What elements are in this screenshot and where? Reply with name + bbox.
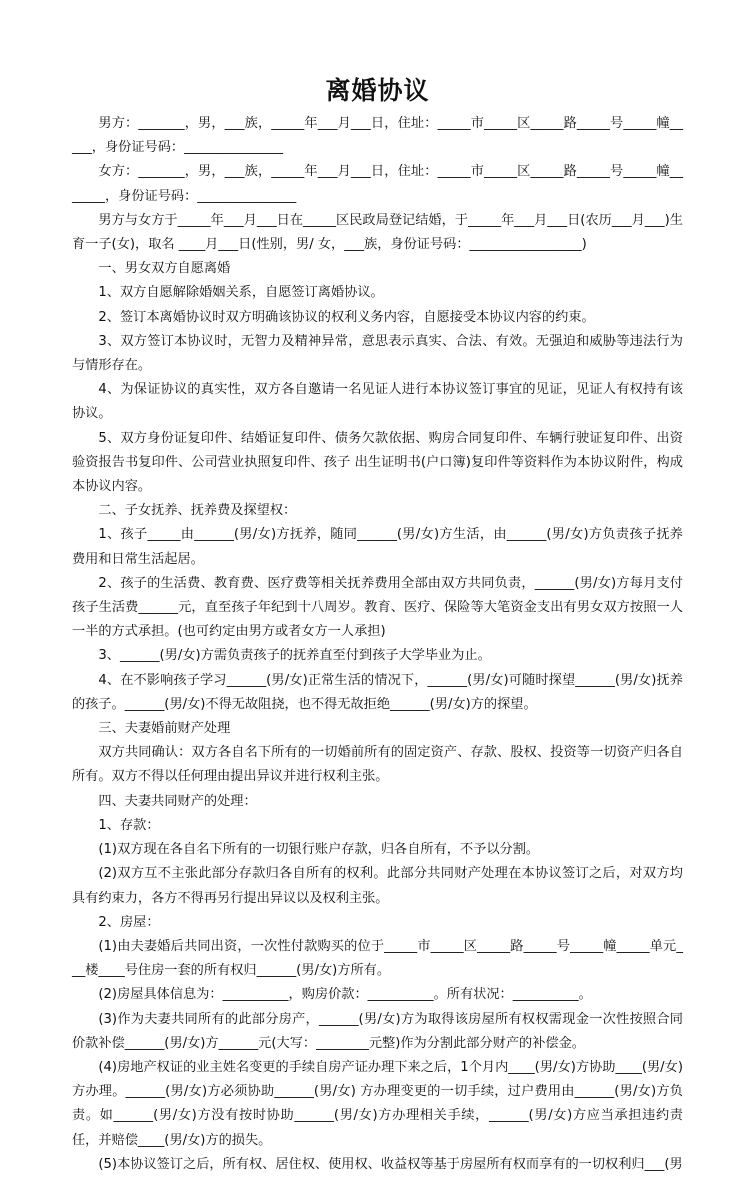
party-female: 女方：_______，男，___族，_____年___月___日，住址：_____市_____区_____路_____号_____幢_______，身份证号码：_______________: [72, 164, 683, 204]
party-male: 男方：_______，男，___族，_____年___月___日，住址：_____市_____区_____路_____号_____幢_____，身份证号码：_______________: [72, 116, 683, 156]
clause: 3、______(男/女)方需负责孩子的抚养直至付到孩子大学毕业为止。: [98, 648, 491, 664]
clause: 1、双方自愿解除婚姻关系，自愿签订离婚协议。: [98, 285, 384, 301]
subsection-heading: 2、房屋：: [98, 914, 160, 930]
clause: 4、在不影响孩子学习______(男/女)正常生活的情况下，______(男/女)可随时探望______(男/女)抚养的孩子。______(男/女)不得无故阻挠，也不得无故拒绝______(男/女)方的探望。: [72, 672, 683, 712]
clause: 4、为保证协议的真实性，双方各自邀请一名见证人进行本协议签订事宜的见证，见证人有权持有该协议。: [72, 382, 683, 422]
document-body: [72, 112, 683, 1177]
clause: (3)作为夫妻共同所有的此部分房产，______(男/女)方为取得该房屋所有权权需现金一次性按照合同价款补偿______(男/女)方______元(大写：________元整)作为分割此部分财产的补偿金。: [72, 1011, 683, 1051]
section-heading: 二、子女抚养、抚养费及探望权：: [98, 503, 297, 519]
clause: 双方共同确认：双方各自名下所有的一切婚前所有的固定资产、存款、股权、投资等一切资产归各自所有。双方不得以任何理由提出异议并进行权利主张。: [72, 745, 683, 785]
section-heading: 一、男女双方自愿离婚: [98, 261, 231, 277]
clause: 3、双方签订本协议时，无智力及精神异常，意思表示真实、合法、有效。无强迫和威胁等违法行为与情形存在。: [72, 333, 683, 374]
section-heading: 四、夫妻共同财产的处理：: [98, 793, 257, 809]
clause: (5)本协议签订之后，所有权、居住权、使用权、收益权等基于房屋所有权而享有的一切权利归___(男: [98, 1156, 683, 1172]
clause: 2、孩子的生活费、教育费、医疗费等相关抚养费用全部由双方共同负责，______(男/女)方每月支付孩子生活费______元，直至孩子年纪到十八周岁。教育、医疗、保险等大笔资金支出有男女双方按照一人一半的方式承担。(也可约定由男方或者女方一人承担): [72, 575, 683, 640]
clause: (2)双方互不主张此部分存款归各自所有的权利。此部分共同财产处理在本协议签订之后，对双方均具有约束力，各方不得再另行提出异议以及权利主张。: [72, 866, 683, 906]
clause: 5、双方身份证复印件、结婚证复印件、债务欠款依据、购房合同复印件、车辆行驶证复印件、出资验资报告书复印件、公司营业执照复印件、孩子 出生证明书(户口簿)复印件等资料作为本协议附件，构成本协议内容。: [72, 430, 683, 495]
document-title: 离婚协议: [325, 76, 430, 105]
clause: (1)由夫妻婚后共同出资，一次性付款购买的位于_____市_____区_____路_____号_____幢_____单元___楼____号住房一套的所有权归______(男/女)方所有。: [72, 938, 683, 979]
section-heading: 三、夫妻婚前财产处理: [98, 721, 231, 737]
clause: (1)双方现在各自名下所有的一切银行账户存款，归各自所有，不予以分割。: [98, 842, 540, 858]
clause: 1、孩子_____由______(男/女)方抚养，随同______(男/女)方生活，由______(男/女)方负责孩子抚养费用和日常生活起居。: [72, 527, 683, 567]
subsection-heading: 1、存款：: [98, 817, 160, 833]
marriage-info: 男方与女方于_____年___月___日在_____区民政局登记结婚，于_____年___月___日(农历___月___)生育一子(女)，取名 ____月___日(性别，男/ 女，___族，身份证号码：_________________): [72, 212, 683, 253]
clause: (4)房地产权证的业主姓名变更的手续自房产证办理下来之后，1个月内____(男/女)方协助____(男/女)方办理。______(男/女)方必须协助______(男/女) 方办理变更的一切手续，过户费用由______(男/女)方负责。如______(男/女)方没有按时协助______(男/女)方办理相关手续，______(男/女)方应当承担违约责任，并赔偿____(男/女)方的损失。: [72, 1059, 683, 1148]
clause: (2)房屋具体信息为：__________，购房价款：__________。所有状况：__________。: [98, 987, 592, 1003]
clause: 2、签订本离婚协议时双方明确该协议的权利义务内容，自愿接受本协议内容的约束。: [98, 309, 595, 325]
